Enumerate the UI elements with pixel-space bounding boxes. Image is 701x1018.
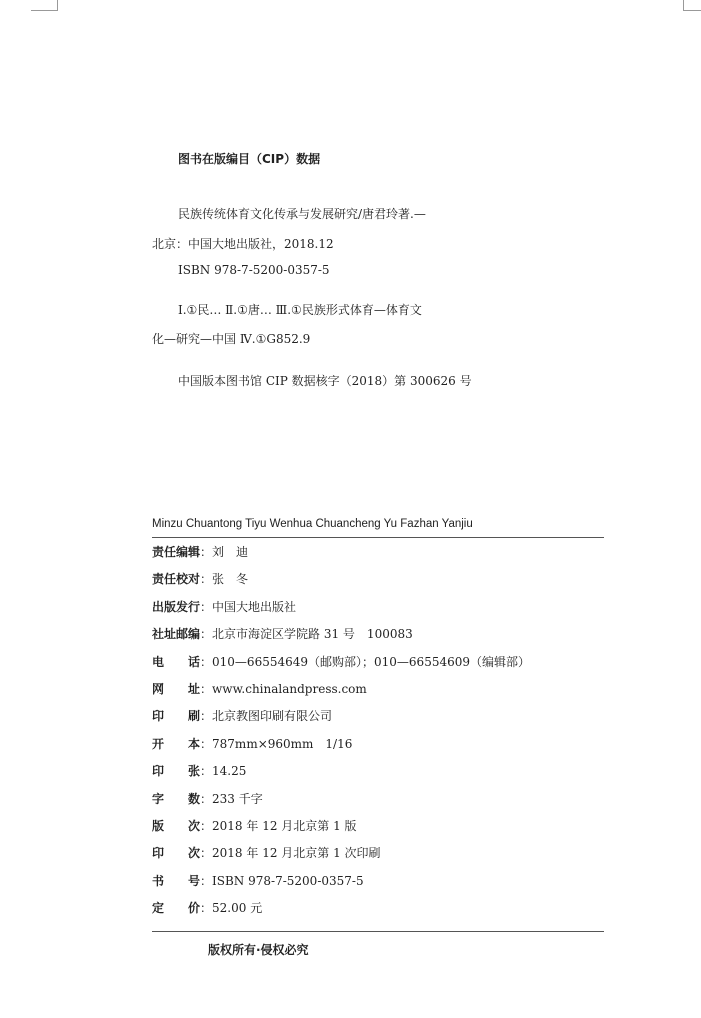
info-row: [152, 736, 352, 752]
info-value: ISBN 978-7-5200-0357-5: [212, 874, 364, 888]
info-value: 010—66554649（邮购部）；010—66554609（编辑部）: [212, 655, 530, 669]
info-label: 出版发行: [152, 600, 201, 614]
cip-classification-line: 化—研究—中国 Ⅳ.①G852.9: [152, 332, 311, 346]
info-value: 北京教图印刷有限公司: [212, 709, 333, 723]
info-label: 书 号: [152, 874, 201, 888]
info-row: [152, 818, 357, 834]
info-value: 2018 年 12 月北京第 1 版: [212, 819, 357, 833]
info-separator: ：: [200, 737, 213, 751]
info-row: [152, 681, 367, 697]
cip-isbn-line: ISBN 978-7-5200-0357-5: [178, 263, 330, 277]
info-row: [152, 708, 332, 724]
info-separator: ：: [200, 545, 213, 559]
info-value: 52.00 元: [212, 901, 263, 915]
info-value: 张 冬: [212, 572, 249, 586]
info-value: 14.25: [212, 764, 247, 778]
cip-title: 图书在版编目（CIP）数据: [178, 152, 321, 166]
info-row: [152, 654, 530, 670]
crop-mark-right: [683, 10, 701, 11]
info-separator: ：: [200, 792, 213, 806]
info-separator: ：: [200, 572, 213, 586]
info-separator: ：: [200, 901, 213, 915]
info-row: [152, 571, 248, 587]
info-row: [152, 873, 364, 889]
info-label: 网 址: [152, 682, 201, 696]
info-label: 电 话: [152, 655, 201, 669]
cip-subject-line: Ⅰ.①民… Ⅱ.①唐… Ⅲ.①民族形式体育—体育文: [178, 303, 422, 317]
info-separator: ：: [200, 874, 213, 888]
info-row: [152, 791, 263, 807]
info-separator: ：: [200, 819, 213, 833]
info-separator: ：: [200, 846, 213, 860]
info-value: 北京市海淀区学院路 31 号 100083: [212, 627, 413, 641]
info-label: 定 价: [152, 901, 201, 915]
cip-book-title-line: 民族传统体育文化传承与发展研究/唐君玲著.—: [178, 207, 426, 221]
crop-mark-left-vertical: [57, 0, 58, 11]
info-separator: ：: [200, 655, 213, 669]
info-value: 刘 迪: [212, 545, 249, 559]
info-row: [152, 763, 246, 779]
info-label: 责任校对: [152, 572, 201, 586]
info-row: [152, 626, 413, 642]
info-label: 字 数: [152, 792, 201, 806]
info-label: 印 刷: [152, 709, 201, 723]
info-separator: ：: [200, 627, 213, 641]
info-separator: ：: [200, 682, 213, 696]
top-rule: [152, 537, 604, 538]
info-value: 中国大地出版社: [212, 600, 297, 614]
info-value: 787mm×960mm 1/16: [212, 737, 353, 751]
pinyin-title: Minzu Chuantong Tiyu Wenhua Chuancheng Yu Fazhan Yanjiu: [152, 518, 473, 530]
info-label: 开 本: [152, 737, 201, 751]
info-value: 233 千字: [212, 792, 263, 806]
copyright-notice: 版权所有·侵权必究: [208, 943, 309, 957]
info-row: [152, 544, 248, 560]
info-row: [152, 900, 262, 916]
bottom-rule: [152, 931, 604, 932]
info-separator: ：: [200, 709, 213, 723]
crop-mark-right-vertical: [683, 0, 684, 11]
info-value: www.chinalandpress.com: [212, 682, 367, 696]
info-label: 版 次: [152, 819, 201, 833]
info-separator: ：: [200, 600, 213, 614]
info-label: 印 次: [152, 846, 201, 860]
info-label: 责任编辑: [152, 545, 201, 559]
cip-verification-note: 中国版本图书馆 CIP 数据核字（2018）第 300626 号: [178, 374, 472, 388]
crop-mark-left: [31, 10, 57, 11]
cip-publisher-line: 北京：中国大地出版社，2018.12: [152, 237, 334, 251]
info-separator: ：: [200, 764, 213, 778]
info-row: [152, 845, 381, 861]
info-value: 2018 年 12 月北京第 1 次印刷: [212, 846, 381, 860]
info-label: 印 张: [152, 764, 201, 778]
info-row: [152, 599, 296, 615]
info-label: 社址邮编: [152, 627, 201, 641]
